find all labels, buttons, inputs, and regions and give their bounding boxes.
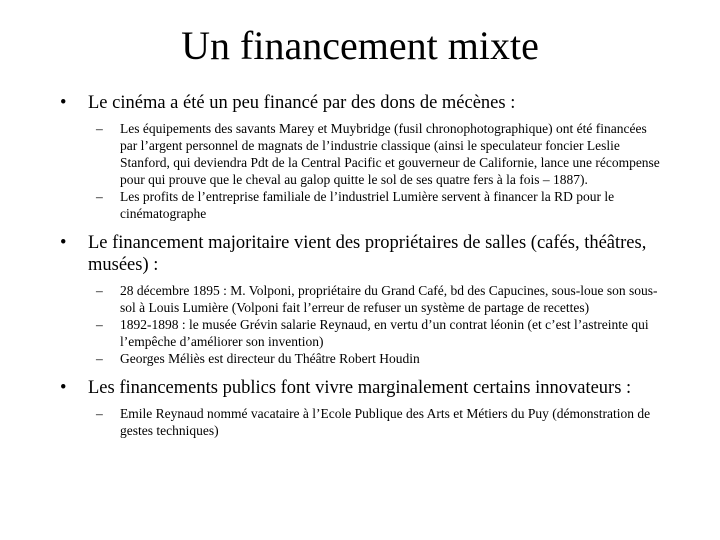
dash-icon: – bbox=[96, 283, 103, 298]
dash-icon: – bbox=[96, 351, 103, 366]
sub-point-text: 28 décembre 1895 : M. Volponi, propriétaire du Grand Café, bd des Capucines, sous-loue son sous-sol à Louis Lumière (Volponi fait l’erreur de refuser un système de partage de recettes) bbox=[120, 283, 658, 315]
bullet-point bbox=[0, 377, 720, 399]
dash-icon: – bbox=[96, 317, 103, 332]
dash-icon: – bbox=[96, 189, 103, 204]
sub-point bbox=[0, 316, 720, 350]
sub-point bbox=[0, 405, 720, 439]
sub-point-text: Les profits de l’entreprise familiale de l’industriel Lumière servent à financer la RD pour le cinématographe bbox=[120, 189, 615, 221]
bullet-text: Le cinéma a été un peu financé par des dons de mécènes : bbox=[88, 93, 516, 113]
dash-icon: – bbox=[96, 121, 103, 136]
sub-point bbox=[0, 120, 720, 188]
bullet-point bbox=[0, 232, 720, 276]
bullet-icon: • bbox=[60, 378, 67, 398]
slide-title: Un financement mixte bbox=[181, 23, 539, 68]
sub-point bbox=[0, 188, 720, 222]
sub-point bbox=[0, 350, 720, 367]
sub-point-text: Georges Méliès est directeur du Théâtre Robert Houdin bbox=[120, 351, 420, 366]
dash-icon: – bbox=[96, 406, 103, 421]
sub-point-text: 1892-1898 : le musée Grévin salarie Reynaud, en vertu d’un contrat léonin (et c’est l’astreinte qui l’empêche d’améliorer son invention) bbox=[120, 317, 649, 349]
sub-point-text: Les équipements des savants Marey et Muybridge (fusil chronophotographique) ont été financées par l’argent personnel de magnats de l’industrie classique (ainsi le speculateur foncier Leslie Stanford, qui deviendra Pdt de la Central Pacific et gouverneur de Californie, lance une récompense pour qui prouve que le cheval au galop quitte le sol de ses quatre fers à la fois – 1887). bbox=[120, 121, 660, 187]
slide-content bbox=[0, 92, 720, 439]
bullet-icon: • bbox=[60, 93, 67, 113]
bullet-icon: • bbox=[60, 233, 67, 253]
sub-point bbox=[0, 282, 720, 316]
bullet-point bbox=[0, 92, 720, 114]
sub-point-text: Emile Reynaud nommé vacataire à l’Ecole Publique des Arts et Métiers du Puy (démonstration de gestes techniques) bbox=[120, 406, 651, 438]
bullet-text: Le financement majoritaire vient des propriétaires de salles (cafés, théâtres, musées) : bbox=[88, 233, 647, 275]
bullet-text: Les financements publics font vivre marginalement certains innovateurs : bbox=[88, 378, 632, 398]
